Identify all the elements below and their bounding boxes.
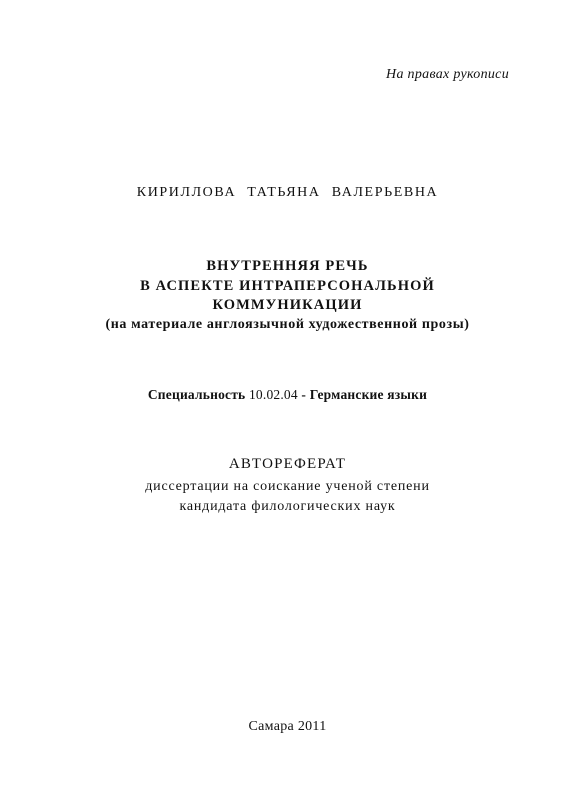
title-subtitle: (на материале англоязычной художественной прозы)	[105, 317, 470, 332]
title-line-3: КОММУНИКАЦИИ	[212, 297, 363, 313]
specialty-label: Специальность	[147, 387, 246, 402]
specialty-line	[0, 388, 575, 402]
document-description-line-1: диссертации на соискание ученой степени	[145, 479, 430, 494]
specialty-code: 10.02.04	[248, 387, 298, 402]
place-year: Самара 2011	[248, 719, 327, 734]
document-type: АВТОРЕФЕРАТ	[228, 456, 347, 472]
title-line-2: В АСПЕКТЕ ИНТРАПЕРСОНАЛЬНОЙ	[140, 278, 435, 294]
author-name: КИРИЛЛОВА ТАТЬЯНА ВАЛЕРЬЕВНА	[136, 185, 439, 200]
manuscript-note: На правах рукописи	[386, 67, 509, 82]
specialty-name: Германские языки	[309, 387, 428, 402]
document-description-line-2: кандидата филологических наук	[179, 499, 396, 514]
title-line-1: ВНУТРЕННЯЯ РЕЧЬ	[206, 258, 369, 274]
specialty-separator: -	[301, 387, 307, 402]
